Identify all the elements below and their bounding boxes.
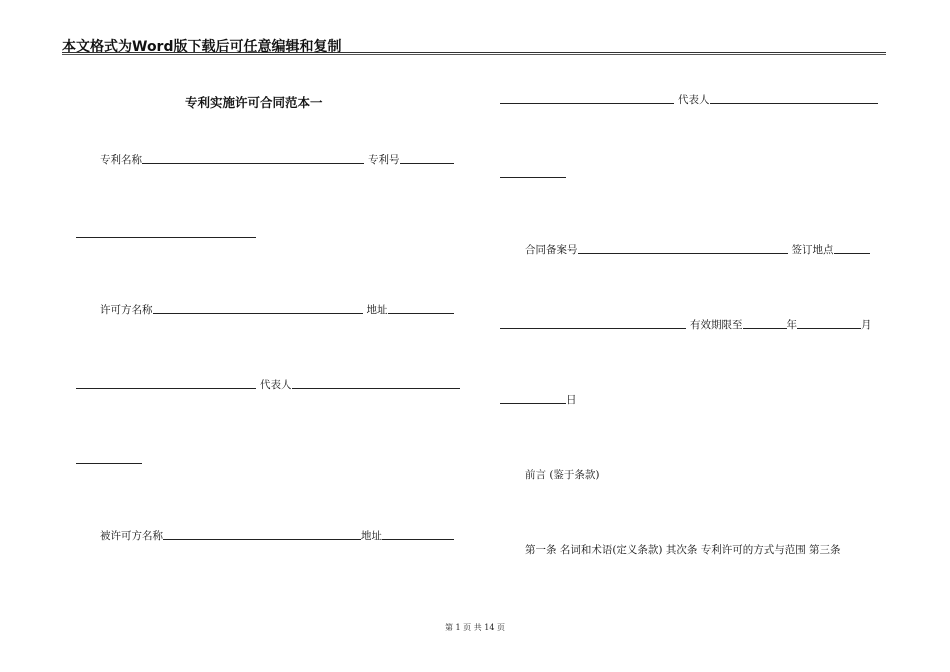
licensor-address-blank[interactable] (388, 312, 454, 314)
licensee-representative-blank[interactable] (710, 102, 878, 104)
licensor-address-label: 地址 (366, 304, 388, 316)
licensee-blank[interactable] (163, 538, 361, 540)
contract-title: 专利实施许可合同范本一 (185, 95, 323, 110)
licensee-address-blank-2[interactable] (500, 102, 674, 104)
contract-filing-blank[interactable] (578, 252, 788, 254)
patent-name-blank-2[interactable] (76, 236, 256, 238)
licensor-representative-label: 代表人 (260, 379, 292, 391)
licensee-address-blank[interactable] (382, 538, 454, 540)
header-rule-secondary (62, 54, 886, 55)
licensee-label: 被许可方名称 (100, 530, 163, 542)
licensor-blank[interactable] (153, 312, 363, 314)
patent-name-line (100, 152, 454, 166)
year-label: 年 (786, 319, 797, 331)
preface-line (525, 467, 600, 481)
patent-name-label: 专利名称 (100, 154, 142, 166)
day-line (500, 392, 577, 406)
articles-line (525, 542, 841, 556)
header-rule (62, 52, 886, 53)
day-blank[interactable] (500, 402, 566, 404)
licensee-representative-blank-2[interactable] (500, 176, 566, 178)
licensee-representative-label: 代表人 (678, 94, 710, 106)
signing-place-label: 签订地点 (791, 244, 834, 256)
month-blank[interactable] (797, 327, 861, 329)
month-label: 月 (861, 319, 872, 331)
signing-place-blank[interactable] (834, 252, 870, 254)
patent-no-label: 专利号 (368, 154, 400, 166)
page-number: 第 1 页 共 14 页 (445, 623, 505, 632)
document-header: 本文格式为Word版下载后可任意编辑和复制 (62, 39, 342, 55)
licensor-representative-blank-2[interactable] (76, 462, 142, 464)
articles-text: 第一条 名词和术语(定义条款) 其次条 专利许可的方式与范围 第三条 (525, 544, 841, 556)
licensor-representative-blank[interactable] (292, 387, 460, 389)
patent-name-continuation (76, 226, 256, 240)
contract-filing-line (525, 242, 870, 256)
licensor-address-blank-2[interactable] (76, 387, 256, 389)
licensor-line (100, 302, 454, 316)
patent-no-blank[interactable] (400, 162, 454, 164)
valid-until-label: 有效期限至 (690, 319, 743, 331)
patent-name-blank[interactable] (142, 162, 364, 164)
licensee-representative-continuation (500, 166, 566, 180)
licensor-representative-line (76, 377, 460, 391)
licensee-representative-line (500, 92, 878, 106)
licensor-label: 许可方名称 (100, 304, 153, 316)
valid-until-line (500, 317, 872, 331)
licensor-representative-continuation (76, 452, 142, 466)
year-blank[interactable] (743, 327, 787, 329)
licensee-line (100, 528, 454, 542)
contract-filing-label: 合同备案号 (525, 244, 578, 256)
signing-place-blank-2[interactable] (500, 327, 686, 329)
licensee-address-label: 地址 (361, 530, 382, 542)
day-label: 日 (566, 394, 577, 406)
preface-text: 前言 (鉴于条款) (525, 469, 600, 481)
